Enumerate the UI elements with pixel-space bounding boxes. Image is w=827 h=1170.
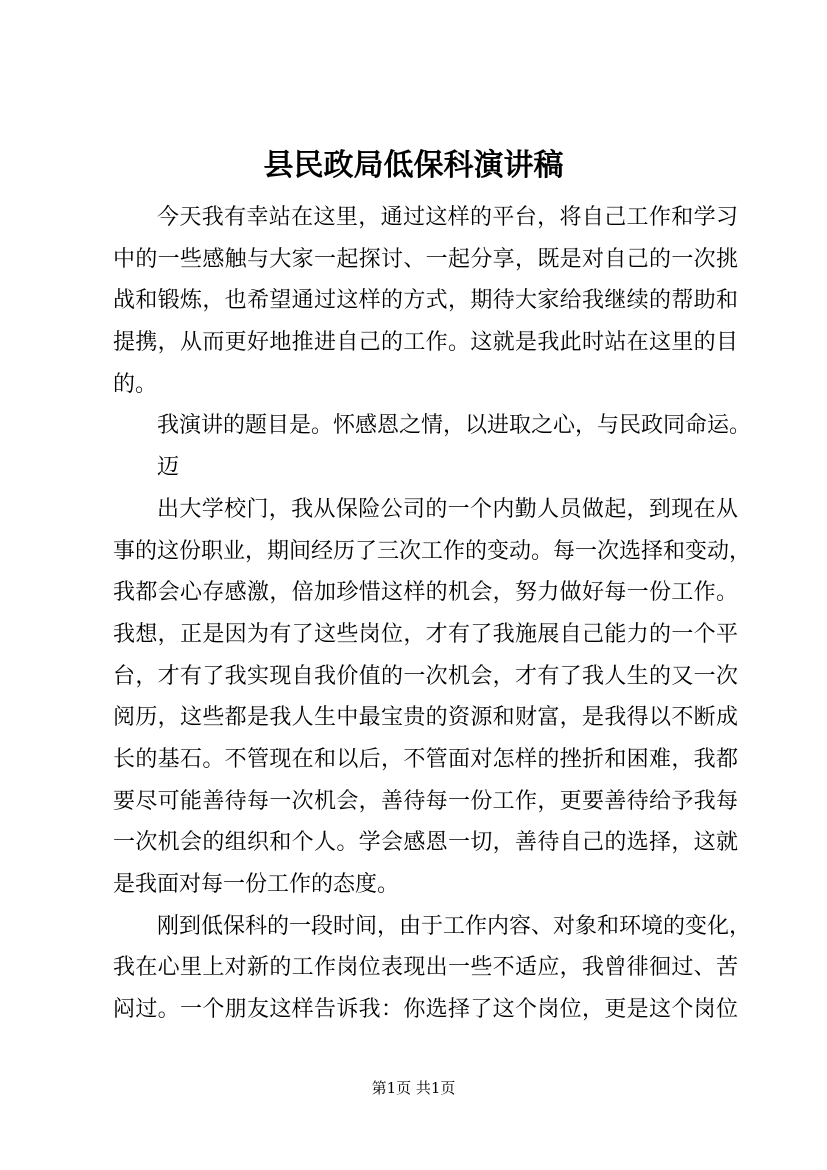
text-line: 长的基石。不管现在和以后，不管面对怎样的挫折和困难，我都 [113, 746, 738, 772]
text-line: 我在心里上对新的工作岗位表现出一些不适应，我曾徘徊过、苦 [113, 955, 738, 981]
document-title: 县民政局低保科演讲稿 [263, 148, 564, 183]
text-line: 提携，从而更好地推进自己的工作。这就是我此时站在这里的目 [113, 330, 738, 356]
text-line: 我想，正是因为有了这些岗位，才有了我施展自己能力的一个平 [113, 621, 738, 647]
document-body [113, 197, 752, 1031]
text-line: 是我面对每一份工作的态度。 [113, 872, 400, 897]
text-line: 闷过。一个朋友这样告诉我：你选择了这个岗位，更是这个岗位 [113, 997, 738, 1023]
text-line: 刚到低保科的一段时间，由于工作内容、对象和环境的变化， [157, 913, 752, 939]
text-line: 的。 [113, 371, 158, 397]
text-line: 台，才有了我实现自我价值的一次机会，才有了我人生的又一次 [113, 663, 738, 689]
text-line: 我演讲的题目是。怀感恩之情，以进取之心，与民政同命运。 [157, 413, 752, 439]
text-line: 要尽可能善待每一次机会，善待每一份工作，更要善待给予我每 [113, 788, 738, 814]
text-line: 战和锻炼，也希望通过这样的方式，期待大家给我继续的帮助和 [113, 288, 738, 314]
page-footer: 第1页 共1页 [371, 1079, 456, 1097]
text-line: 事的这份职业，期间经历了三次工作的变动。每一次选择和变动， [113, 538, 752, 564]
text-line: 我都会心存感激，倍加珍惜这样的机会，努力做好每一份工作。 [113, 580, 738, 606]
text-line: 今天我有幸站在这里，通过这样的平台，将自己工作和学习 [157, 205, 738, 230]
text-line: 中的一些感触与大家一起探讨、一起分享，既是对自己的一次挑 [113, 246, 738, 272]
text-line: 一次机会的组织和个人。学会感恩一切，善待自己的选择，这就 [113, 830, 738, 856]
text-line: 迈 [157, 455, 180, 481]
text-line: 阅历，这些都是我人生中最宝贵的资源和财富，是我得以不断成 [113, 705, 738, 731]
text-line: 出大学校门，我从保险公司的一个内勤人员做起，到现在从 [157, 496, 738, 522]
